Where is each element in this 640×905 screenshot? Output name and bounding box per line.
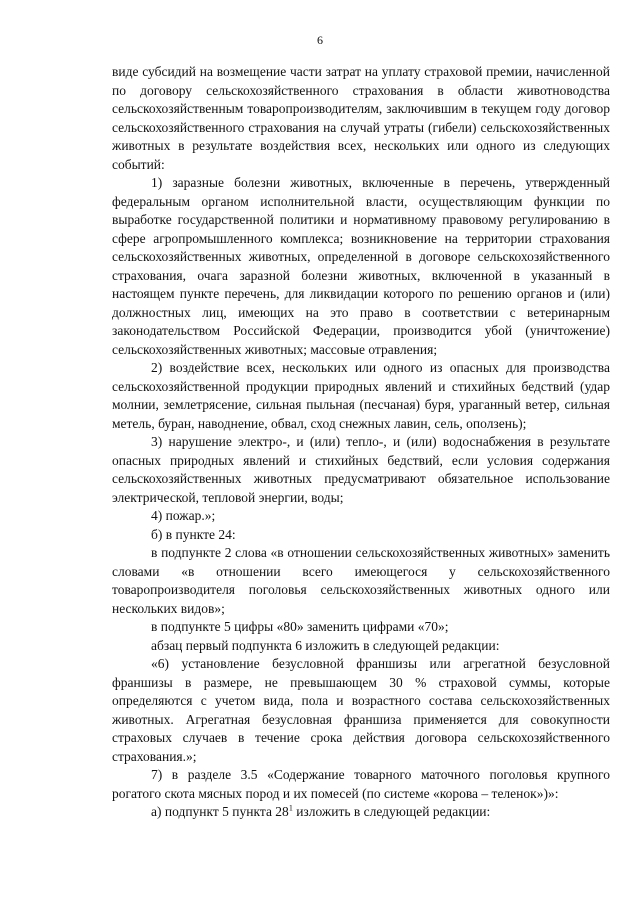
paragraph-point-24: б) в пункте 24: bbox=[151, 526, 236, 542]
document-body bbox=[112, 63, 610, 822]
paragraph-section-3-5: 7) в разделе 3.5 «Содержание товарного маточного поголовья крупного рогатого скота мясных пород и их помесей (по системе «корова – теленок»)»: bbox=[112, 767, 610, 801]
paragraph-subpoint-2: в подпункте 2 слова «в отношении сельскохозяйственных животных» заменить словами «в отношении всего имеющегося у сельскохозяйственного товаропроизводителя поголовья сельскохозяйственных животных одного или нескольких видов»; bbox=[112, 545, 610, 616]
point-28-superscript: 1 bbox=[288, 803, 293, 813]
paragraph-item-1: 1) заразные болезни животных, включенные в перечень, утвержденный федеральным органом исполнительной власти, осуществляющим функции по выработке государственной политики и нормативному правовому регулированию в сфере агропромышленного комплекса; возникновение на территории страхования сельскохозяйственных животных, определенной в договоре сельскохозяйственного страхования, очага заразной болезни животных, включенной в указанный в настоящем пункте перечень, для ликвидации которого по решению органов и (или) должностных лиц, имеющих на это право в соответствии с ветеринарным законодательством Российской Федерации, производится убой (уничтожение) сельскохозяйственных животных; массовые отравления; bbox=[112, 175, 610, 357]
point-28-text-start: а) подпункт 5 пункта 28 bbox=[151, 804, 289, 819]
paragraph-intro: виде субсидий на возмещение части затрат на уплату страховой премии, начисленной по договору сельскохозяйственного страхования в области животноводства сельскохозяйственным товаропроизводителям, заключившим в текущем году договор сельскохозяйственного страхования на случай утраты (гибели) сельскохозяйственных животных в результате воздействия всех, нескольких или одного из следующих событий: bbox=[112, 64, 610, 172]
paragraph-subpoint-6-text: «6) установление безусловной франшизы или агрегатной безусловной франшизы в размере, не превышающем 30 % страховой суммы, которые определяются с учетом вида, пола и возрастного состава сельскохозяйственных животных. Агрегатная безусловная франшиза применяется для совокупности страховых случаев в течение срока действия договора сельскохозяйственного страхования.»; bbox=[112, 656, 610, 764]
page-number: 6 bbox=[317, 33, 323, 47]
paragraph-subpoint-5: в подпункте 5 цифры «80» заменить цифрами «70»; bbox=[151, 619, 449, 634]
paragraph-item-3: 3) нарушение электро-, и (или) тепло-, и (или) водоснабжения в результате опасных природных явлений и стихийных бедствий, если условия содержания сельскохозяйственных животных предусматривают обязательное использование электрической, тепловой энергии, воды; bbox=[112, 434, 610, 505]
paragraph-item-4: 4) пожар.»; bbox=[151, 508, 216, 523]
paragraph-subpoint-6-intro: абзац первый подпункта 6 изложить в следующей редакции: bbox=[151, 637, 500, 653]
paragraph-item-2: 2) воздействие всех, нескольких или одного из опасных для производства сельскохозяйственной продукции природных явлений и стихийных бедствий (удар молнии, землетрясение, сильная пыльная (песчаная) буря, ураганный ветер, сильная метель, буран, наводнение, обвал, сход снежных лавин, сель, оползень); bbox=[112, 360, 610, 431]
paragraph-point-28-1 bbox=[112, 803, 610, 822]
point-28-text-end: изложить в следующей редакции: bbox=[292, 804, 491, 819]
